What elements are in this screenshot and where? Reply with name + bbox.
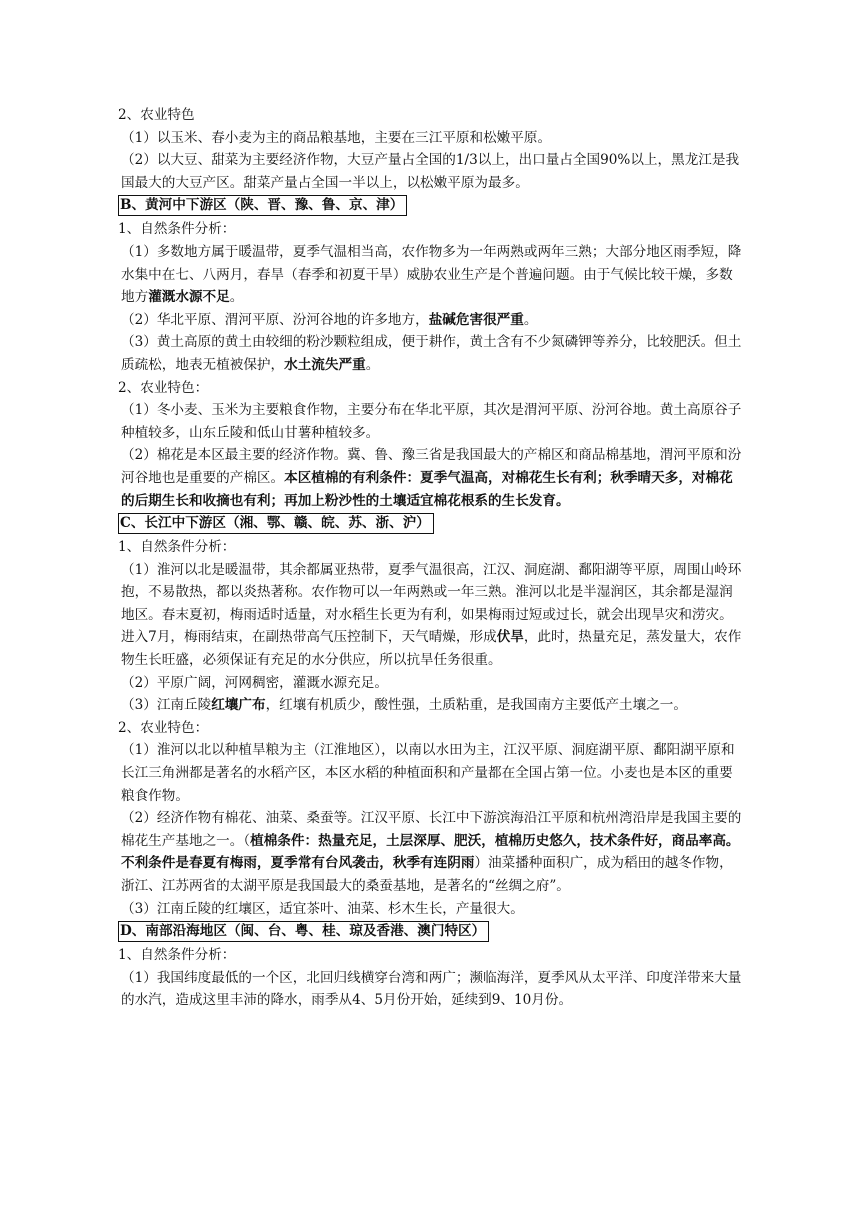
subheading: 1、自然条件分析： — [118, 221, 236, 238]
emphasis: 红壤广布 — [211, 697, 266, 714]
emphasis: 水土流失严重 — [284, 356, 366, 373]
heading-agri-features: 2、农业特色 — [118, 107, 195, 123]
paragraph: （3）江南丘陵的红壤区，适宜茶叶、油菜、杉木生长，产量很大。 — [121, 900, 524, 917]
paragraph: （1）冬小麦、玉米为主要粮食作物，主要分布在华北平原，其次是渭河平原、汾河谷地。黄土高原谷子种植较多，山东丘陵和低山甘薯种植较多。 — [121, 402, 742, 441]
emphasis: 盐碱危害很严重 — [428, 311, 524, 328]
paragraph: （1）淮河以北是暖温带，其余都属亚热带，夏季气温很高，江汉、洞庭湖、鄱阳湖等平原，周围山岭环抱，不易散热，都以炎热著称。农作物可以一年两熟或一年三熟。淮河以北是半湿润区，其余都是湿润地区。春末夏初，梅雨适时适量，对水稻生长更为有利，如果梅雨过短或过长，就会出现旱灾和涝灾。进入7月，梅雨结束，在副热带高气压控制下，天气晴燥，形成伏旱，此时，热量充足，蒸发量大，农作物生长旺盛，必须保证有充足的水分供应，所以抗旱任务很重。 — [121, 561, 742, 669]
document-page — [118, 104, 743, 1012]
paragraph: （1）多数地方属于暖温带，夏季气温相当高，农作物多为一年两熟或两年三熟；大部分地区雨季短，降水集中在七、八两月，春旱（春季和初夏干旱）威胁农业生产是个普遍问题。由于气候比较干燥，多数地方灌溉水源不足。 — [121, 243, 742, 306]
paragraph: （1）以玉米、春小麦为主的商品粮基地，主要在三江平原和松嫩平原。 — [121, 129, 552, 146]
paragraph: （2）平原广阔，河网稠密，灌溉水源充足。 — [121, 674, 388, 691]
section-heading-d: D、南部沿海地区（闽、台、粤、桂、琼及香港、澳门特区） — [118, 921, 489, 942]
emphasis: 植棉条件：热量充足，土层深厚、肥沃，植棉历史悠久，技术条件好，商品率高。不利条件是春夏有梅雨，夏季常有台风袭击，秋季有连阴雨 — [121, 832, 740, 872]
paragraph: （2）经济作物有棉花、油菜、桑蚕等。江汉平原、长江中下游滨海沿江平原和杭州湾沿岸是我国主要的棉花生产基地之一。（植棉条件：热量充足，土层深厚、肥沃，植棉历史悠久，技术条件好，商品率高。不利条件是春夏有梅雨，夏季常有台风袭击，秋季有连阴雨）油菜播种面积广，成为稻田的越冬作物，浙江、江苏两省的太湖平原是我国最大的桑蚕基地，是著名的“丝绸之府”。 — [121, 810, 742, 894]
paragraph: （1）淮河以北以种植旱粮为主（江淮地区），以南以水田为主，江汉平原、洞庭湖平原、鄱阳湖平原和长江三角洲都是著名的水稻产区，本区水稻的种植面积和产量都在全国占第一位。小麦也是本区的重要粮食作物。 — [121, 742, 735, 804]
emphasis: 灌溉水源不足 — [148, 289, 230, 306]
paragraph: （2）华北平原、渭河平原、汾河谷地的许多地方，盐碱危害很严重。 — [121, 311, 538, 328]
emphasis: 本区植棉的有利条件：夏季气温高，对棉花生长有利；秋季晴天多，对棉花的后期生长和收摘也有利；再加上粉沙性的土壤适宜棉花根系的生长发育。 — [121, 469, 733, 509]
section-heading-b: B、黄河中下游区（陕、晋、豫、鲁、京、津） — [118, 195, 407, 216]
subheading: 1、自然条件分析： — [118, 947, 236, 964]
paragraph: （2）棉花是本区最主要的经济作物。冀、鲁、豫三省是我国最大的产棉区和商品棉基地，渭河平原和汾河谷地也是重要的产棉区。本区植棉的有利条件：夏季气温高，对棉花生长有利；秋季晴天多，对棉花的后期生长和收摘也有利；再加上粉沙性的土壤适宜棉花根系的生长发育。 — [121, 447, 742, 509]
subheading: 2、农业特色： — [118, 379, 209, 396]
emphasis: 伏旱 — [496, 629, 524, 646]
paragraph: （3）江南丘陵红壤广布，红壤有机质少，酸性强，土质粘重，是我国南方主要低产土壤之一。 — [121, 697, 687, 714]
paragraph: （2）以大豆、甜菜为主要经济作物，大豆产量占全国的1/3以上，出口量占全国90%以上，黑龙江是我国最大的大豆产区。甜菜产量占全国一半以上，以松嫩平原为最多。 — [121, 152, 740, 191]
subheading: 2、农业特色： — [118, 719, 209, 736]
section-heading-c: C、长江中下游区（湘、鄂、赣、皖、苏、浙、沪） — [118, 513, 434, 534]
paragraph: （3）黄土高原的黄土由较细的粉沙颗粒组成，便于耕作，黄土含有不少氮磷钾等养分，比较肥沃。但土质疏松，地表无植被保护，水土流失严重。 — [121, 334, 742, 373]
subheading: 1、自然条件分析： — [118, 539, 236, 556]
paragraph: （1）我国纬度最低的一个区，北回归线横穿台湾和两广；濒临海洋，夏季风从太平洋、印度洋带来大量的水汽，造成这里丰沛的降水，雨季从4、5月份开始，延续到9、10月份。 — [121, 969, 742, 1009]
